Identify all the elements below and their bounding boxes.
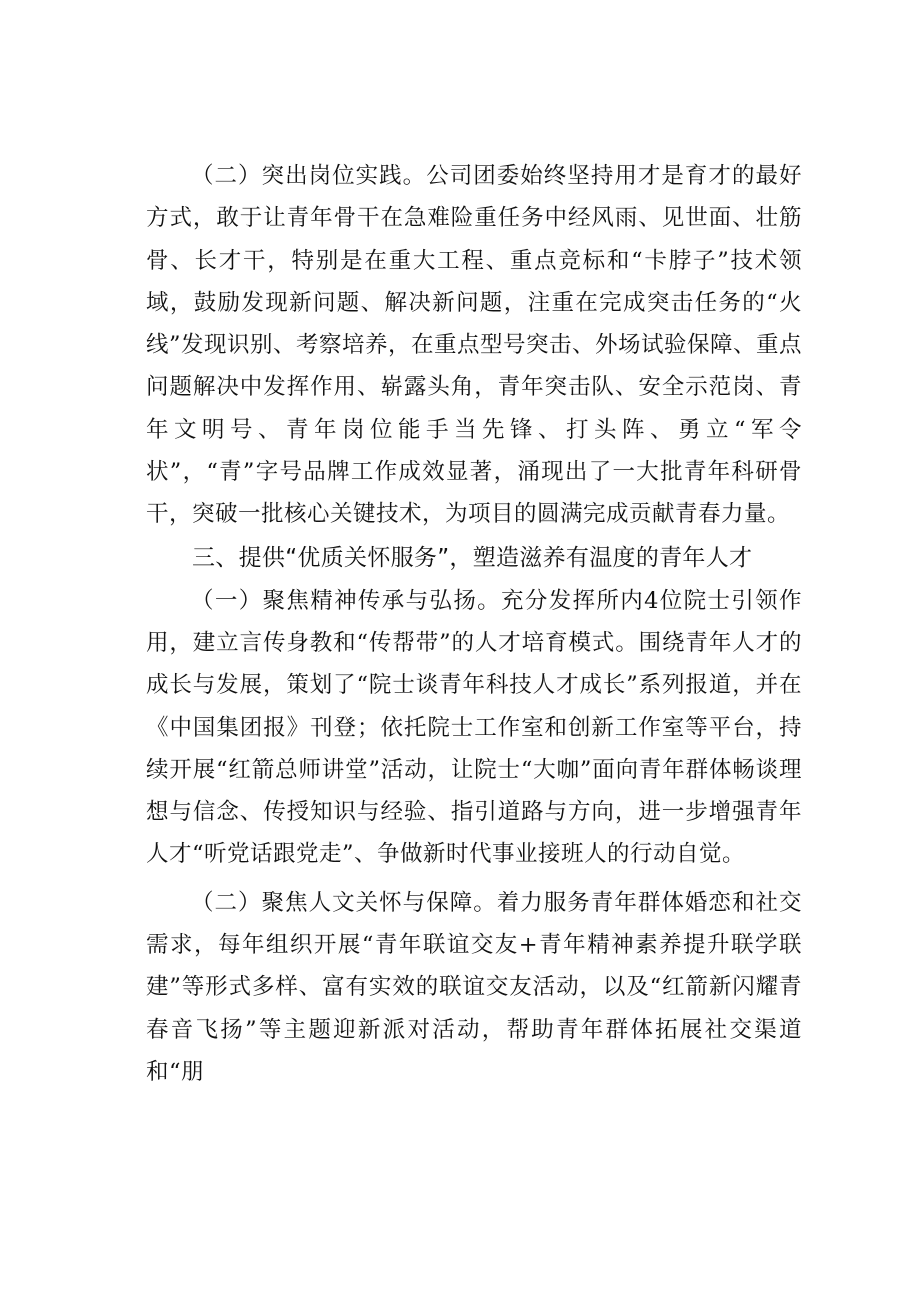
paragraph-spirit-inheritance: （一）聚焦精神传承与弘扬。充分发挥所内4位院士引领作用，建立言传身教和“传帮带”的人才培育模式。围绕青年人才的成长与发展，策划了“院士谈青年科技人才成长”系列报道，并在《中国集团报》刊登；依托院士工作室和创新工作室等平台，持续开展“红箭总师讲堂”活动，让院士“大咖”面向青年群体畅谈理想与信念、传授知识与经验、指引道路与方向，进一步增强青年人才“听党话跟党走”、争做新时代事业接班人的行动自觉。: [146, 587, 802, 868]
document-body: [146, 155, 802, 1093]
paragraph-humanistic-care: （二）聚焦人文关怀与保障。着力服务青年群体婚恋和社交需求，每年组织开展“青年联谊交友+青年精神素养提升联学联建”等形式多样、富有实效的联谊交友活动，以及“红箭新闪耀青春音飞扬”等主题迎新派对活动，帮助青年群体拓展社交渠道和“朋: [146, 889, 802, 1085]
paragraph-post-practice: （二）突出岗位实践。公司团委始终坚持用才是育才的最好方式，敢于让青年骨干在急难险重任务中经风雨、见世面、壮筋骨、长才干，特别是在重大工程、重点竞标和“卡脖子”技术领域，鼓励发现新问题、解决新问题，注重在完成突击任务的“火线”发现识别、考察培养，在重点型号突击、外场试验保障、重点问题解决中发挥作用、崭露头角，青年突击队、安全示范岗、青年文明号、青年岗位能手当先锋、打头阵、勇立“军令状”，“青”字号品牌工作成效显著，涌现出了一大批青年科研骨干，突破一批核心关键技术，为项目的圆满完成贡献青春力量。: [146, 163, 803, 528]
section-heading-3: 三、提供“优质关怀服务”，塑造滋养有温度的青年人才: [192, 544, 753, 571]
